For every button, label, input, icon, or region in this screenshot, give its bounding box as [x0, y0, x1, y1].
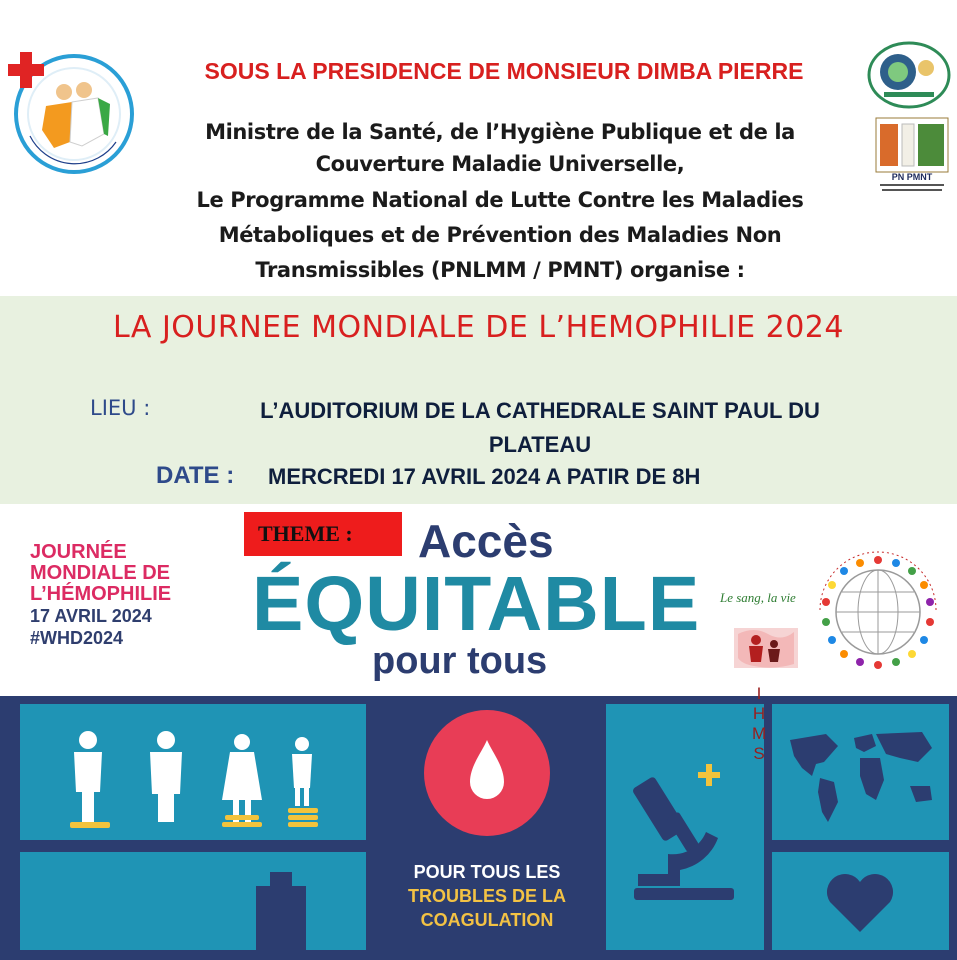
heart-tile — [772, 852, 949, 950]
theme-line-2: ÉQUITABLE — [252, 561, 701, 647]
ihms-letters — [752, 684, 766, 764]
org-line-2: Couverture Maladie Universelle, — [315, 152, 685, 176]
theme-banner — [0, 504, 957, 763]
ihms-letter: S — [753, 744, 765, 763]
people-icon — [20, 704, 366, 840]
date-label: DATE : — [156, 462, 235, 489]
theme-line-3: pour tous — [372, 640, 548, 682]
wd-line-5: #WHD2024 — [30, 628, 124, 648]
org-line-1: Ministre de la Santé, de l’Hygiène Publique et de la — [205, 120, 795, 144]
theme-line-1: Accès — [418, 515, 554, 567]
blood-drop-circle — [424, 710, 550, 836]
coag-line-2: TROUBLES DE LA — [407, 886, 566, 906]
microscope-icon — [606, 704, 767, 950]
world-map-icon — [772, 704, 949, 840]
org-line-4: Métaboliques et de Prévention des Maladies Non — [218, 223, 782, 247]
svg-text:PN PMNT: PN PMNT — [891, 172, 933, 182]
theme-label: THEME : — [258, 521, 353, 546]
pnlmm-logo-icon — [866, 40, 952, 110]
wd-line-3: L’HÉMOPHILIE — [30, 583, 172, 605]
lieu-value — [180, 394, 900, 462]
presidence-title: SOUS LA PRESIDENCE DE MONSIEUR DIMBA PIERRE — [204, 58, 804, 84]
infographic-panel — [0, 696, 957, 960]
lieu-label: LIEU : — [90, 396, 151, 420]
event-title: LA JOURNEE MONDIALE DE L’HEMOPHILIE 2024 — [113, 310, 844, 345]
coag-line-1: POUR TOUS LES — [413, 862, 561, 882]
ihms-letter: H — [752, 704, 766, 723]
lieu-line-2: PLATEAU — [488, 432, 592, 457]
blood-drop-icon — [424, 710, 550, 836]
ministry-health-logo-icon — [6, 44, 142, 180]
coag-line-3: COAGULATION — [420, 910, 554, 930]
ihms-logo-icon — [734, 622, 798, 672]
lieu-line-1: L’AUDITORIUM DE LA CATHEDRALE SAINT PAUL DU — [260, 398, 820, 423]
world-day-label — [30, 542, 171, 649]
people-tile — [20, 704, 366, 840]
org-line-5: Transmissibles (PNLMM / PMNT) organise : — [255, 258, 745, 282]
date-value: MERCREDI 17 AVRIL 2024 A PATIR DE 8H — [268, 464, 701, 489]
wd-line-2: MONDIALE DE — [30, 562, 170, 584]
heart-icon — [772, 852, 949, 950]
ihms-letter: I — [756, 684, 762, 703]
event-info — [0, 296, 957, 504]
header — [0, 0, 957, 296]
ihms-letter: M — [752, 724, 767, 743]
org-line-3: Le Programme National de Lutte Contre les Maladies — [196, 188, 804, 212]
wd-line-4: 17 AVRIL 2024 — [30, 606, 152, 626]
microscope-tile — [606, 704, 767, 950]
medicine-tile — [20, 852, 366, 950]
pnpmnt-logo-icon — [872, 114, 952, 194]
sang-vie-slogan: Le sang, la vie — [720, 590, 796, 605]
world-tile — [772, 704, 949, 840]
medicine-vial-icon — [20, 852, 366, 950]
wd-line-1: JOURNÉE — [30, 541, 127, 563]
coagulation-message — [376, 860, 598, 932]
hemophilia-day-globe-icon — [808, 540, 948, 680]
